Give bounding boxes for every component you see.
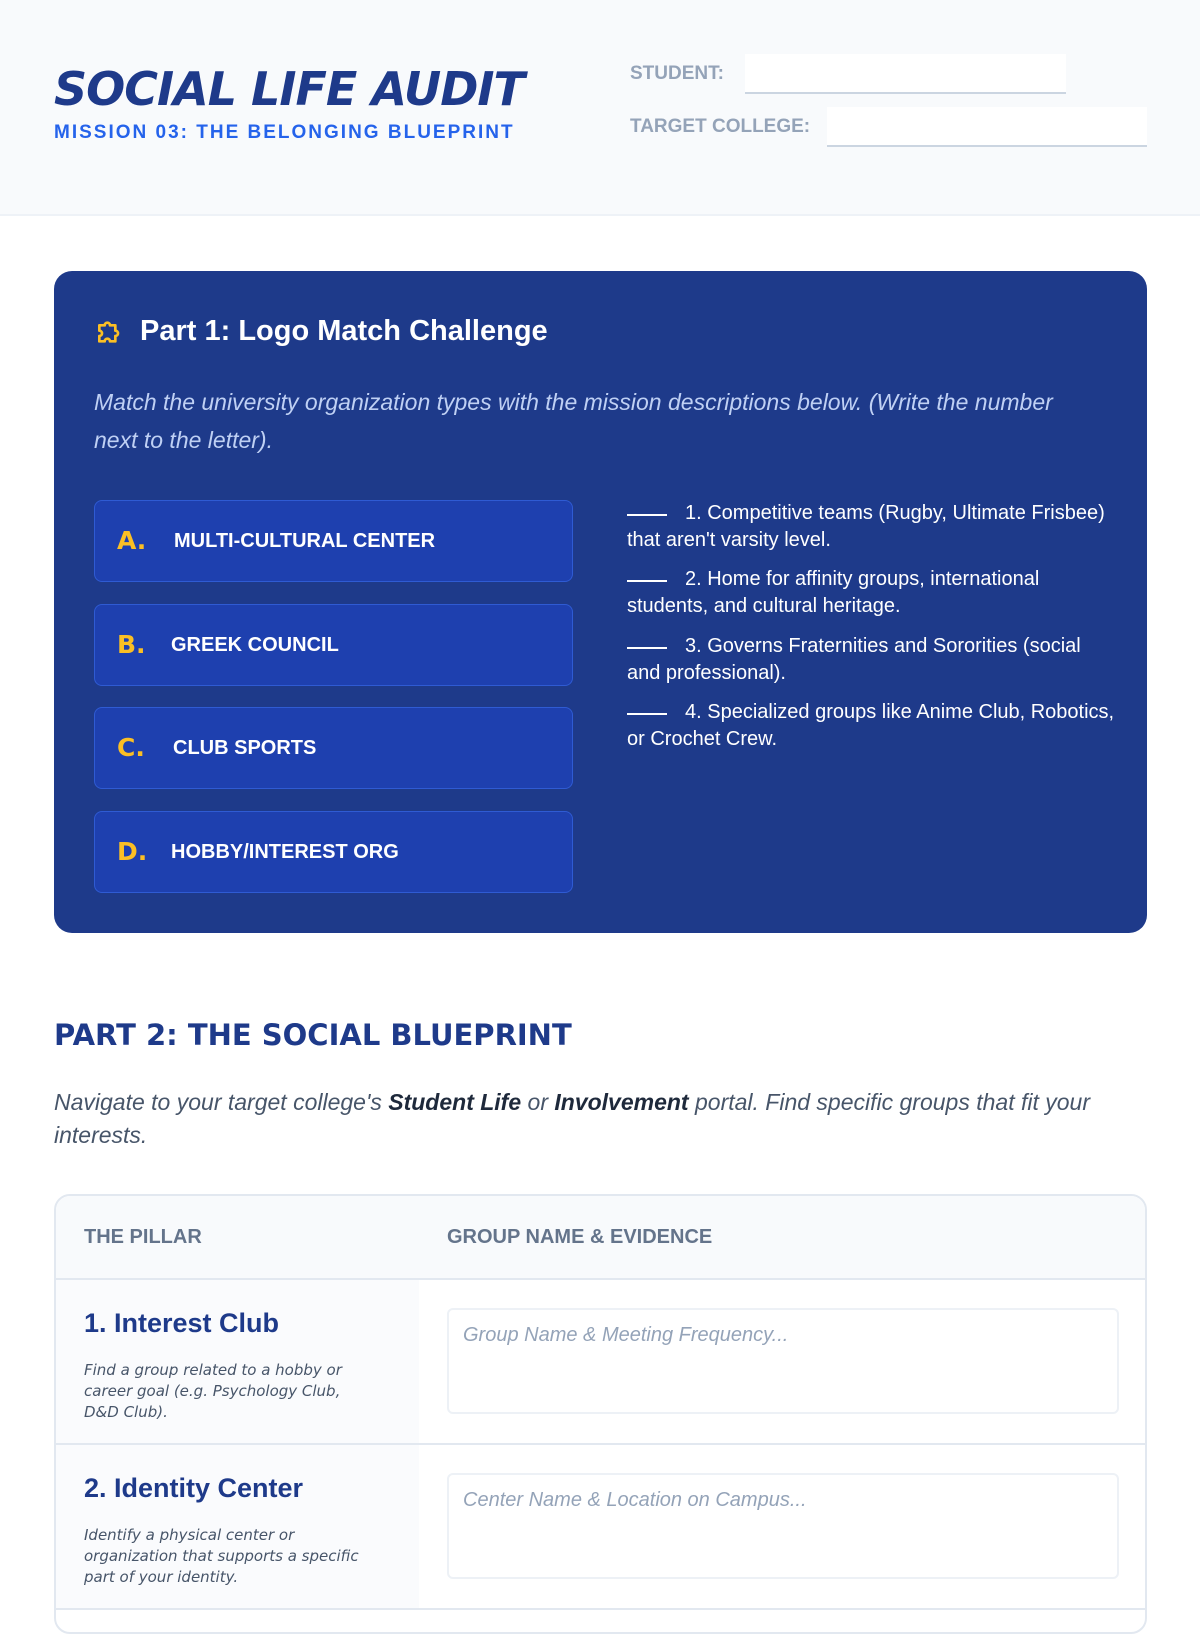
logo-match-panel <box>54 271 1147 933</box>
option-name: HOBBY/INTEREST ORG <box>171 841 399 863</box>
page-header <box>0 0 1200 216</box>
page-subtitle: MISSION 03: THE BELONGING BLUEPRINT <box>54 122 515 143</box>
match-option-a <box>94 500 573 582</box>
answer-blank[interactable] <box>627 713 667 715</box>
pillar-cell <box>56 1445 419 1608</box>
option-name: MULTI-CULTURAL CENTER <box>174 530 436 552</box>
social-blueprint-table <box>54 1194 1147 1634</box>
mission-description-4 <box>627 699 1117 753</box>
student-life-emphasis: Student Life <box>388 1089 522 1115</box>
answer-blank[interactable] <box>627 514 667 516</box>
match-option-c <box>94 707 573 789</box>
table-row <box>56 1280 1145 1445</box>
option-name: GREEK COUNCIL <box>171 634 339 656</box>
column-header-pillar: THE PILLAR <box>84 1226 202 1248</box>
mission-description-3 <box>627 633 1117 687</box>
part2-heading: PART 2: THE SOCIAL BLUEPRINT <box>54 1018 572 1052</box>
pillar-cell <box>56 1280 419 1443</box>
student-name-input[interactable] <box>745 54 1066 94</box>
match-option-b <box>94 604 573 686</box>
puzzle-icon <box>94 316 126 348</box>
description-text: 3. Governs Fraternities and Sororities (social and professional). <box>627 635 1081 684</box>
pillar-description: Find a group related to a hobby or career goal (e.g. Psychology Club, D&D Club). <box>84 1361 342 1421</box>
mission-description-2 <box>627 566 1117 620</box>
part1-instructions: Match the university organization types with the mission descriptions below. (Write the number next to the letter). <box>94 389 1053 453</box>
option-letter: D. <box>117 837 148 866</box>
description-text: 2. Home for affinity groups, international students, and cultural heritage. <box>627 568 1040 617</box>
mission-description-1 <box>627 500 1117 554</box>
part1-title: Part 1: Logo Match Challenge <box>140 315 548 347</box>
instr-text: portal. Find specific groups that fit your interests. <box>54 1089 1091 1148</box>
answer-blank[interactable] <box>627 580 667 582</box>
match-option-d <box>94 811 573 893</box>
option-letter: C. <box>117 733 145 762</box>
table-header <box>56 1196 1145 1280</box>
answer-blank[interactable] <box>627 647 667 649</box>
table-row <box>56 1445 1145 1610</box>
involvement-emphasis: Involvement <box>554 1089 689 1115</box>
pillar-title: 1. Interest Club <box>84 1308 280 1338</box>
instr-text: or <box>521 1089 555 1115</box>
column-header-evidence: GROUP NAME & EVIDENCE <box>447 1226 713 1248</box>
option-letter: B. <box>117 630 146 659</box>
description-text: 4. Specialized groups like Anime Club, Robotics, or Crochet Crew. <box>627 701 1115 750</box>
part2-instructions <box>54 1086 1154 1152</box>
option-name: CLUB SPORTS <box>173 737 317 759</box>
pillar-title: 2. Identity Center <box>84 1473 304 1503</box>
option-letter: A. <box>117 526 147 555</box>
pillar-description: Identify a physical center or organization that supports a specific part of your identity. <box>84 1526 359 1586</box>
target-college-input[interactable] <box>827 107 1147 147</box>
identity-center-evidence-input[interactable] <box>447 1473 1119 1579</box>
description-text: 1. Competitive teams (Rugby, Ultimate Frisbee) that aren't varsity level. <box>627 502 1105 551</box>
page-title: SOCIAL LIFE AUDIT <box>54 62 524 116</box>
target-college-label: TARGET COLLEGE: <box>630 116 811 137</box>
interest-club-evidence-input[interactable] <box>447 1308 1119 1414</box>
student-label: STUDENT: <box>630 63 724 84</box>
instr-text: Navigate to your target college's <box>54 1089 389 1115</box>
